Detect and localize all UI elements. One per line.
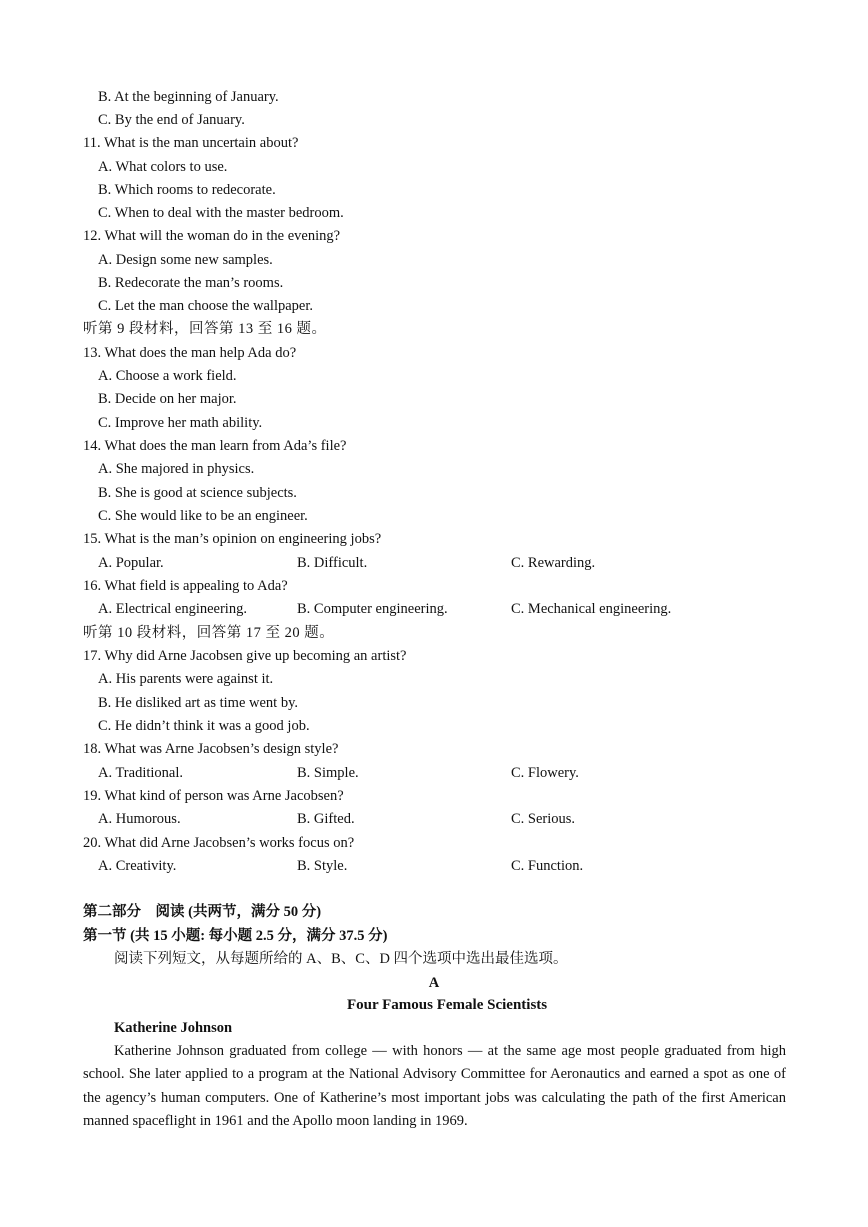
passage-subheading: Katherine Johnson (114, 1020, 233, 1036)
q12-option-b: B. Redecorate the man’s rooms. (98, 275, 284, 291)
q10-option-c: C. By the end of January. (98, 112, 245, 128)
q10-option-b: B. At the beginning of January. (98, 89, 279, 105)
q15-option-c: C. Rewarding. (511, 555, 596, 571)
passage-paragraph: Katherine Johnson graduated from college — with honors — at the same age most people graduated from high school. She later applied to a program at the National Advisory Committee for Aeronautics and earned a spot as one of the agency’s human computers. One of Katherine’s most important jobs was calculating the path of the first American manned spaceflight in 1961 and the Apollo moon landing in 1969. (83, 1043, 786, 1129)
q19-stem: 19. What kind of person was Arne Jacobsen? (83, 788, 344, 804)
passage-letter: A (428, 975, 440, 991)
q17-stem: 17. Why did Arne Jacobsen give up becoming an artist? (83, 648, 407, 664)
q19-option-c: C. Serious. (511, 811, 576, 827)
q20-option-b: B. Style. (297, 858, 348, 874)
passage-title: Four Famous Female Scientists (347, 997, 548, 1013)
q12-option-c: C. Let the man choose the wallpaper. (98, 298, 314, 314)
q19-option-a: A. Humorous. (98, 811, 181, 827)
q13-option-c: C. Improve her math ability. (98, 415, 263, 431)
q16-stem: 16. What field is appealing to Ada? (83, 578, 288, 594)
q18-stem: 18. What was Arne Jacobsen’s design style? (83, 741, 339, 757)
q13-stem: 13. What does the man help Ada do? (83, 345, 297, 361)
q11-stem: 11. What is the man uncertain about? (83, 135, 299, 151)
reading-part-title: 第二部分 阅读 (共两节，满分 50 分) (83, 904, 322, 920)
q20-option-a: A. Creativity. (98, 858, 177, 874)
q12-option-a: A. Design some new samples. (98, 252, 273, 268)
q15-stem: 15. What is the man’s opinion on engineering jobs? (83, 531, 382, 547)
q20-stem: 20. What did Arne Jacobsen’s works focus on? (83, 835, 355, 851)
q19-option-b: B. Gifted. (297, 811, 355, 827)
q15-option-a: A. Popular. (98, 555, 164, 571)
q18-option-b: B. Simple. (297, 765, 359, 781)
q17-option-b: B. He disliked art as time went by. (98, 695, 299, 711)
q18-option-c: C. Flowery. (511, 765, 579, 781)
q12-stem: 12. What will the woman do in the evening? (83, 228, 341, 244)
q11-option-b: B. Which rooms to redecorate. (98, 182, 276, 198)
q11-option-c: C. When to deal with the master bedroom. (98, 205, 344, 221)
q11-option-a: A. What colors to use. (98, 159, 228, 175)
reading-section-title: 第一节 (共 15 小题: 每小题 2.5 分，满分 37.5 分) (83, 928, 388, 944)
q13-option-a: A. Choose a work field. (98, 368, 237, 384)
section-10-instruction: 听第 10 段材料，回答第 17 至 20 题。 (83, 625, 335, 641)
q13-option-b: B. Decide on her major. (98, 391, 237, 407)
q16-option-a: A. Electrical engineering. (98, 601, 247, 617)
q17-option-a: A. His parents were against it. (98, 671, 274, 687)
q17-option-c: C. He didn’t think it was a good job. (98, 718, 310, 734)
q20-option-c: C. Function. (511, 858, 584, 874)
q16-option-c: C. Mechanical engineering. (511, 601, 672, 617)
q18-option-a: A. Traditional. (98, 765, 183, 781)
q14-option-a: A. She majored in physics. (98, 461, 255, 477)
q16-option-b: B. Computer engineering. (297, 601, 448, 617)
q15-option-b: B. Difficult. (297, 555, 368, 571)
q14-option-c: C. She would like to be an engineer. (98, 508, 308, 524)
section-9-instruction: 听第 9 段材料，回答第 13 至 16 题。 (83, 321, 327, 337)
q14-stem: 14. What does the man learn from Ada’s file? (83, 438, 347, 454)
reading-instruction: 阅读下列短文，从每题所给的 A、B、C、D 四个选项中选出最佳选项。 (114, 951, 568, 967)
q14-option-b: B. She is good at science subjects. (98, 485, 297, 501)
